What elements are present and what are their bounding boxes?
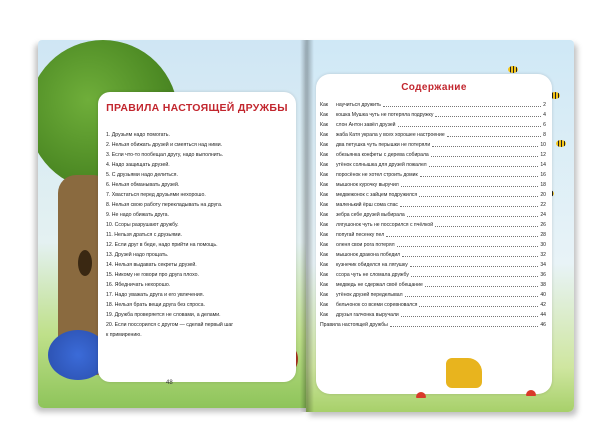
right-page bbox=[306, 40, 574, 412]
rule-item: 5. С друзьями надо делиться. bbox=[106, 172, 178, 178]
toc-entry-page: 10 bbox=[540, 142, 546, 148]
toc-leader-dots bbox=[447, 130, 541, 137]
toc-entry-prefix: Как bbox=[320, 182, 329, 188]
rule-item: 12. Если друг в беде, надо прийти на помощь. bbox=[106, 242, 218, 248]
toc-entry-page: 6 bbox=[543, 122, 546, 128]
toc-paper bbox=[316, 74, 552, 394]
toc-leader-dots bbox=[410, 260, 539, 267]
rule-item: 10. Ссоры разрушают дружбу. bbox=[106, 222, 179, 228]
toc-entry bbox=[320, 300, 546, 310]
toc-entry-title: Правила настоящей дружбы bbox=[320, 322, 388, 328]
toc-entry-prefix: Как bbox=[320, 262, 329, 268]
toc-entry-title: два петушка чуть перышки не потеряли bbox=[336, 142, 431, 148]
rules-title: ПРАВИЛА НАСТОЯЩЕЙ ДРУЖБЫ bbox=[106, 102, 288, 114]
toc-entry-title: слон Антон завёл друзей bbox=[336, 122, 396, 128]
toc-entry-title: медведь не сдержал своё обещание bbox=[336, 282, 423, 288]
toc-entry-page: 18 bbox=[540, 182, 546, 188]
mushroom-illustration bbox=[526, 390, 536, 396]
toc-entry-prefix: Как bbox=[320, 112, 329, 118]
toc-leader-dots bbox=[431, 150, 539, 157]
rules-paper bbox=[98, 92, 296, 382]
rule-item: к примирению. bbox=[106, 332, 142, 338]
toc-entry-title: попугай песенку пел bbox=[336, 232, 385, 238]
toc-entry-page: 34 bbox=[540, 262, 546, 268]
toc-entry-prefix: Как bbox=[320, 192, 329, 198]
toc-leader-dots bbox=[386, 230, 538, 237]
rule-item: 15. Никому не говори про друга плохо. bbox=[106, 272, 199, 278]
bee-icon bbox=[556, 140, 566, 147]
toc-entry bbox=[320, 290, 546, 300]
toc-entry-prefix: Как bbox=[320, 222, 329, 228]
rule-item: 11. Нельзя драться с друзьями. bbox=[106, 232, 182, 238]
toc-entry-prefix: Как bbox=[320, 242, 329, 248]
toc-entry-title: маленький ёрш сома спас bbox=[336, 202, 398, 208]
toc-entry-title: лягушонок чуть не поссорился с пчёлкой bbox=[336, 222, 434, 228]
toc-entry-prefix: Как bbox=[320, 152, 329, 158]
rule-item: 6. Нельзя обманывать друзей. bbox=[106, 182, 180, 188]
toc-entry-prefix: Как bbox=[320, 142, 329, 148]
toc-list bbox=[320, 100, 546, 330]
toc-entry bbox=[320, 170, 546, 180]
mushroom-illustration bbox=[416, 392, 426, 398]
toc-entry-title: мышонок курочку выручил bbox=[336, 182, 399, 188]
toc-entry-prefix: Как bbox=[320, 122, 329, 128]
toc-entry bbox=[320, 200, 546, 210]
toc-entry bbox=[320, 280, 546, 290]
toc-leader-dots bbox=[402, 250, 538, 257]
toc-entry-prefix: Как bbox=[320, 132, 329, 138]
toc-entry-prefix: Как bbox=[320, 272, 329, 278]
toc-entry bbox=[320, 240, 546, 250]
toc-entry-prefix: Как bbox=[320, 232, 329, 238]
toc-entry-page: 20 bbox=[540, 192, 546, 198]
toc-entry-title: кошка Мушка чуть не потеряла подружку bbox=[336, 112, 434, 118]
toc-entry-prefix: Как bbox=[320, 282, 329, 288]
toc-entry-page: 28 bbox=[540, 232, 546, 238]
toc-entry-prefix: Как bbox=[320, 172, 329, 178]
toc-entry-page: 8 bbox=[543, 132, 546, 138]
toc-entry-page: 36 bbox=[540, 272, 546, 278]
rule-item: 9. Не надо обижать друга. bbox=[106, 212, 170, 218]
toc-entry-prefix: Как bbox=[320, 292, 329, 298]
toc-entry-page: 2 bbox=[543, 102, 546, 108]
toc-leader-dots bbox=[420, 170, 539, 177]
toc-entry-title: бельчонок со всеми соревновался bbox=[336, 302, 418, 308]
rule-item: 3. Если что-то пообещал другу, надо выполнить. bbox=[106, 152, 224, 158]
toc-leader-dots bbox=[397, 240, 539, 247]
rule-item: 4. Надо защищать друзей. bbox=[106, 162, 170, 168]
rule-item: 7. Хвастаться перед друзьями нехорошо. bbox=[106, 192, 206, 198]
toc-entry bbox=[320, 250, 546, 260]
toc-entry-page: 12 bbox=[540, 152, 546, 158]
toc-entry-title: оленя свои рога потерял bbox=[336, 242, 395, 248]
toc-entry bbox=[320, 150, 546, 160]
toc-leader-dots bbox=[429, 160, 539, 167]
toc-entry bbox=[320, 100, 546, 110]
toc-entry-title: зебра себе друзей выбирала bbox=[336, 212, 405, 218]
rule-item: 2. Нельзя обижать друзей и смеяться над ними. bbox=[106, 142, 223, 148]
toc-entry-prefix: Как bbox=[320, 312, 329, 318]
rule-item: 8. Нельзя свою работу перекладывать на друга. bbox=[106, 202, 223, 208]
toc-entry-title: поросёнок не хотел строить домик bbox=[336, 172, 418, 178]
rules-list bbox=[106, 130, 292, 340]
toc-entry-title: ссора чуть не сломала дружбу bbox=[336, 272, 409, 278]
book-spine bbox=[300, 40, 314, 412]
watering-can-illustration bbox=[446, 358, 482, 388]
toc-leader-dots bbox=[435, 110, 541, 117]
toc-entry-prefix: Как bbox=[320, 302, 329, 308]
page-number: 48 bbox=[166, 380, 173, 386]
toc-leader-dots bbox=[411, 270, 538, 277]
toc-leader-dots bbox=[425, 280, 539, 287]
toc-entry-title: обезьянка конфеты с дерева собирала bbox=[336, 152, 429, 158]
toc-entry-page: 42 bbox=[540, 302, 546, 308]
toc-title: Содержание bbox=[401, 82, 467, 93]
toc-entry-page: 46 bbox=[540, 322, 546, 328]
left-page bbox=[38, 40, 308, 408]
toc-leader-dots bbox=[401, 310, 539, 317]
toc-entry bbox=[320, 260, 546, 270]
rule-item: 20. Если поссорился с другом — сделай первый шаг bbox=[106, 322, 234, 328]
toc-entry bbox=[320, 210, 546, 220]
toc-entry bbox=[320, 320, 546, 330]
rule-item: 17. Надо уважать друга и его увлечения. bbox=[106, 292, 205, 298]
toc-entry bbox=[320, 230, 546, 240]
toc-leader-dots bbox=[419, 190, 538, 197]
toc-entry-page: 30 bbox=[540, 242, 546, 248]
bee-icon bbox=[508, 66, 518, 73]
tree-hollow-illustration bbox=[78, 250, 92, 276]
toc-entry-title: жаба Катя украла у всех хорошее настроение bbox=[336, 132, 445, 138]
toc-entry bbox=[320, 160, 546, 170]
rule-item: 18. Нельзя брать вещи друга без спроса. bbox=[106, 302, 205, 308]
toc-entry bbox=[320, 190, 546, 200]
toc-leader-dots bbox=[419, 300, 538, 307]
toc-entry bbox=[320, 180, 546, 190]
toc-leader-dots bbox=[400, 200, 538, 207]
toc-leader-dots bbox=[398, 120, 542, 127]
toc-entry-page: 26 bbox=[540, 222, 546, 228]
toc-entry-prefix: Как bbox=[320, 212, 329, 218]
rule-item: 14. Нельзя выдавать секреты друзей. bbox=[106, 262, 197, 268]
rule-item: 1. Друзьям надо помогать. bbox=[106, 132, 170, 138]
toc-leader-dots bbox=[401, 180, 539, 187]
toc-entry bbox=[320, 220, 546, 230]
toc-leader-dots bbox=[435, 220, 538, 227]
toc-leader-dots bbox=[405, 290, 539, 297]
toc-entry bbox=[320, 140, 546, 150]
toc-entry-page: 14 bbox=[540, 162, 546, 168]
toc-entry bbox=[320, 270, 546, 280]
toc-entry bbox=[320, 120, 546, 130]
toc-entry-title: утёнок солнышка для друзей пожалел bbox=[336, 162, 427, 168]
rule-item: 13. Друзей надо прощать. bbox=[106, 252, 169, 258]
toc-leader-dots bbox=[407, 210, 539, 217]
toc-entry-page: 40 bbox=[540, 292, 546, 298]
toc-entry bbox=[320, 130, 546, 140]
toc-entry-title: мышонок дракона победил bbox=[336, 252, 401, 258]
toc-entry-prefix: Как bbox=[320, 252, 329, 258]
toc-entry-page: 38 bbox=[540, 282, 546, 288]
toc-entry-title: научиться дружить bbox=[336, 102, 381, 108]
toc-leader-dots bbox=[390, 320, 539, 327]
toc-entry bbox=[320, 110, 546, 120]
rule-item: 19. Дружба проверяется не словами, а делами. bbox=[106, 312, 221, 318]
toc-entry-page: 16 bbox=[540, 172, 546, 178]
toc-entry-page: 32 bbox=[540, 252, 546, 258]
toc-entry-page: 24 bbox=[540, 212, 546, 218]
toc-entry-page: 22 bbox=[540, 202, 546, 208]
toc-entry-page: 4 bbox=[543, 112, 546, 118]
toc-entry-title: медвежонок с зайцем подружился bbox=[336, 192, 418, 198]
toc-leader-dots bbox=[383, 100, 541, 107]
toc-entry-prefix: Как bbox=[320, 202, 329, 208]
toc-entry bbox=[320, 310, 546, 320]
toc-leader-dots bbox=[432, 140, 538, 147]
toc-entry-prefix: Как bbox=[320, 162, 329, 168]
toc-entry-prefix: Как bbox=[320, 102, 329, 108]
rule-item: 16. Ябедничать нехорошо. bbox=[106, 282, 171, 288]
toc-entry-title: друзья галчонка выручали bbox=[336, 312, 399, 318]
toc-entry-title: кузнечик обиделся на лягушку bbox=[336, 262, 408, 268]
toc-entry-title: утёнок друзей переделывал bbox=[336, 292, 403, 298]
toc-entry-page: 44 bbox=[540, 312, 546, 318]
